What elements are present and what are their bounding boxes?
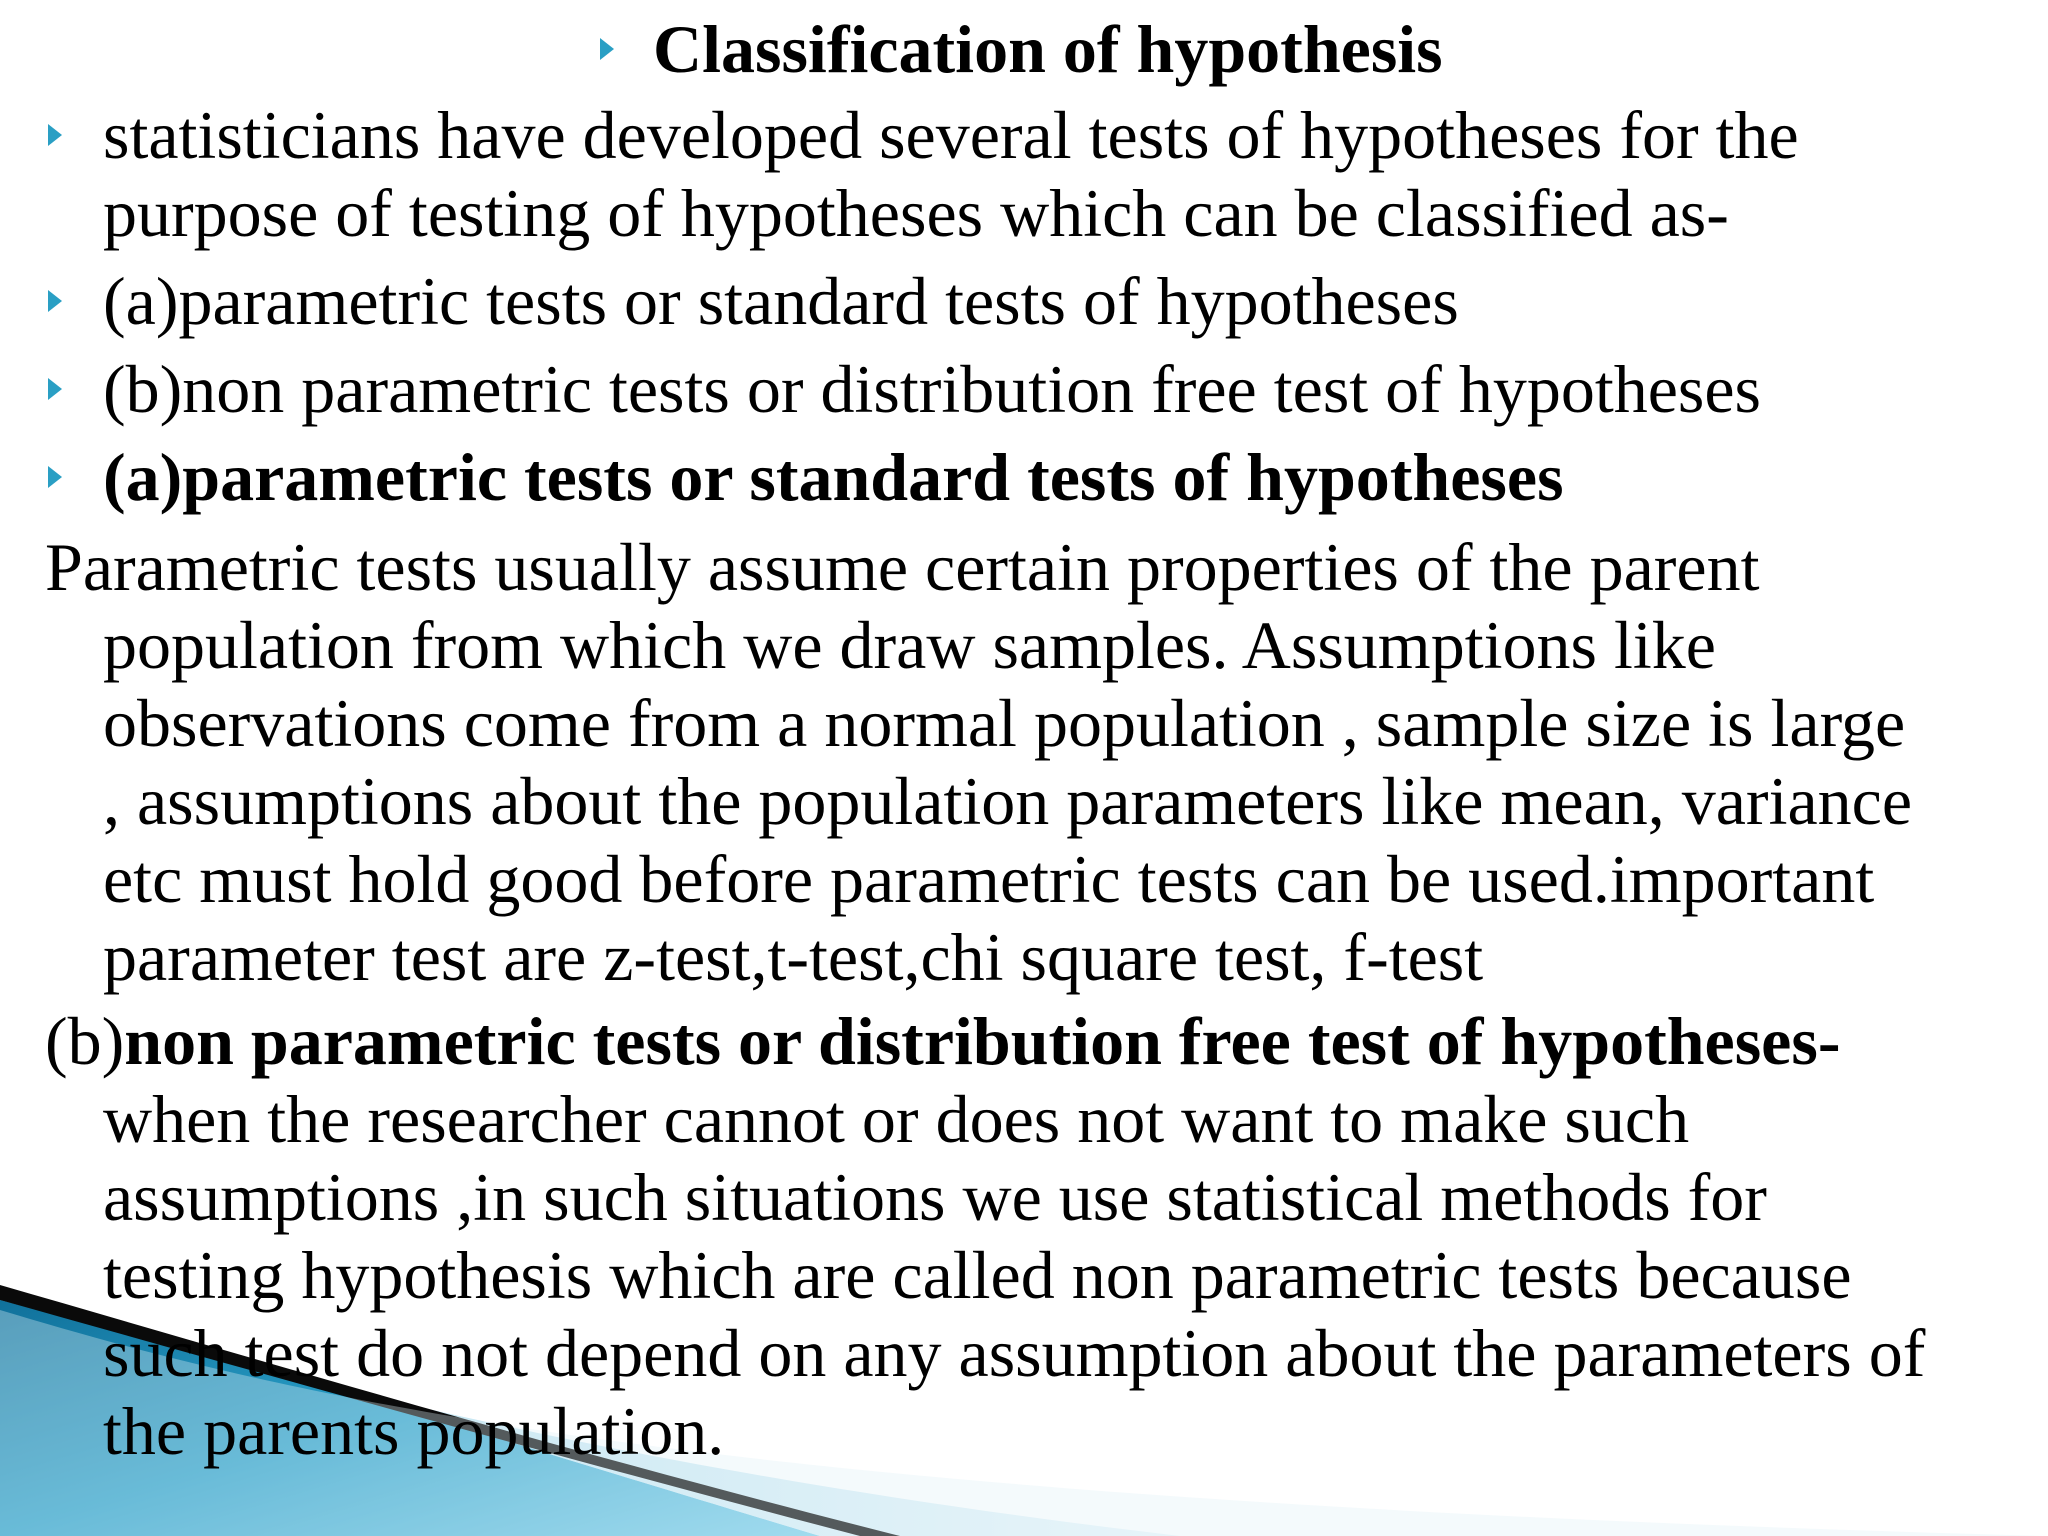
- parametric-line-2: population from which we draw samples. Assumptions like: [103, 607, 1716, 683]
- bullet-3-text: (b)non parametric tests or distribution free test of hypotheses: [103, 351, 1761, 427]
- nonparametric-line-3: testing hypothesis which are called non parametric tests because: [103, 1237, 1852, 1313]
- bullet-icon: [48, 378, 62, 400]
- bullet-icon: [48, 124, 62, 146]
- nonparametric-line-2: assumptions ,in such situations we use statistical methods for: [103, 1159, 1767, 1235]
- nonparametric-heading-line: [45, 1002, 1840, 1080]
- bullet-icon: [48, 466, 62, 488]
- nonparametric-heading: non parametric tests or distribution free test of hypotheses-: [124, 1003, 1841, 1079]
- bullet-1-line-1: statisticians have developed several tests of hypotheses for the: [103, 97, 1799, 173]
- bullet-1-line-2: purpose of testing of hypotheses which can be classified as-: [103, 175, 1729, 251]
- parametric-line-5: etc must hold good before parametric tests can be used.important: [103, 841, 1875, 917]
- bullet-4-heading: (a)parametric tests or standard tests of hypotheses: [103, 439, 1564, 515]
- nonparametric-line-4: such test do not depend on any assumption about the parameters of: [103, 1315, 1926, 1391]
- nonparametric-line-1: when the researcher cannot or does not want to make such: [103, 1081, 1690, 1157]
- parametric-line-3: observations come from a normal population , sample size is large: [103, 685, 1906, 761]
- nonparametric-line-5: the parents population.: [103, 1393, 725, 1469]
- slide-title: Classification of hypothesis: [653, 11, 1443, 87]
- parametric-line-1: Parametric tests usually assume certain properties of the parent: [45, 529, 1760, 605]
- parametric-line-4: , assumptions about the population parameters like mean, variance: [103, 763, 1913, 839]
- bullet-icon: [48, 290, 62, 312]
- nonparametric-prefix: (b): [45, 1003, 125, 1079]
- bullet-2-text: (a)parametric tests or standard tests of hypotheses: [103, 263, 1459, 339]
- parametric-line-6: parameter test are z-test,t-test,chi square test, f-test: [103, 919, 1484, 995]
- title-bullet-icon: [600, 38, 614, 60]
